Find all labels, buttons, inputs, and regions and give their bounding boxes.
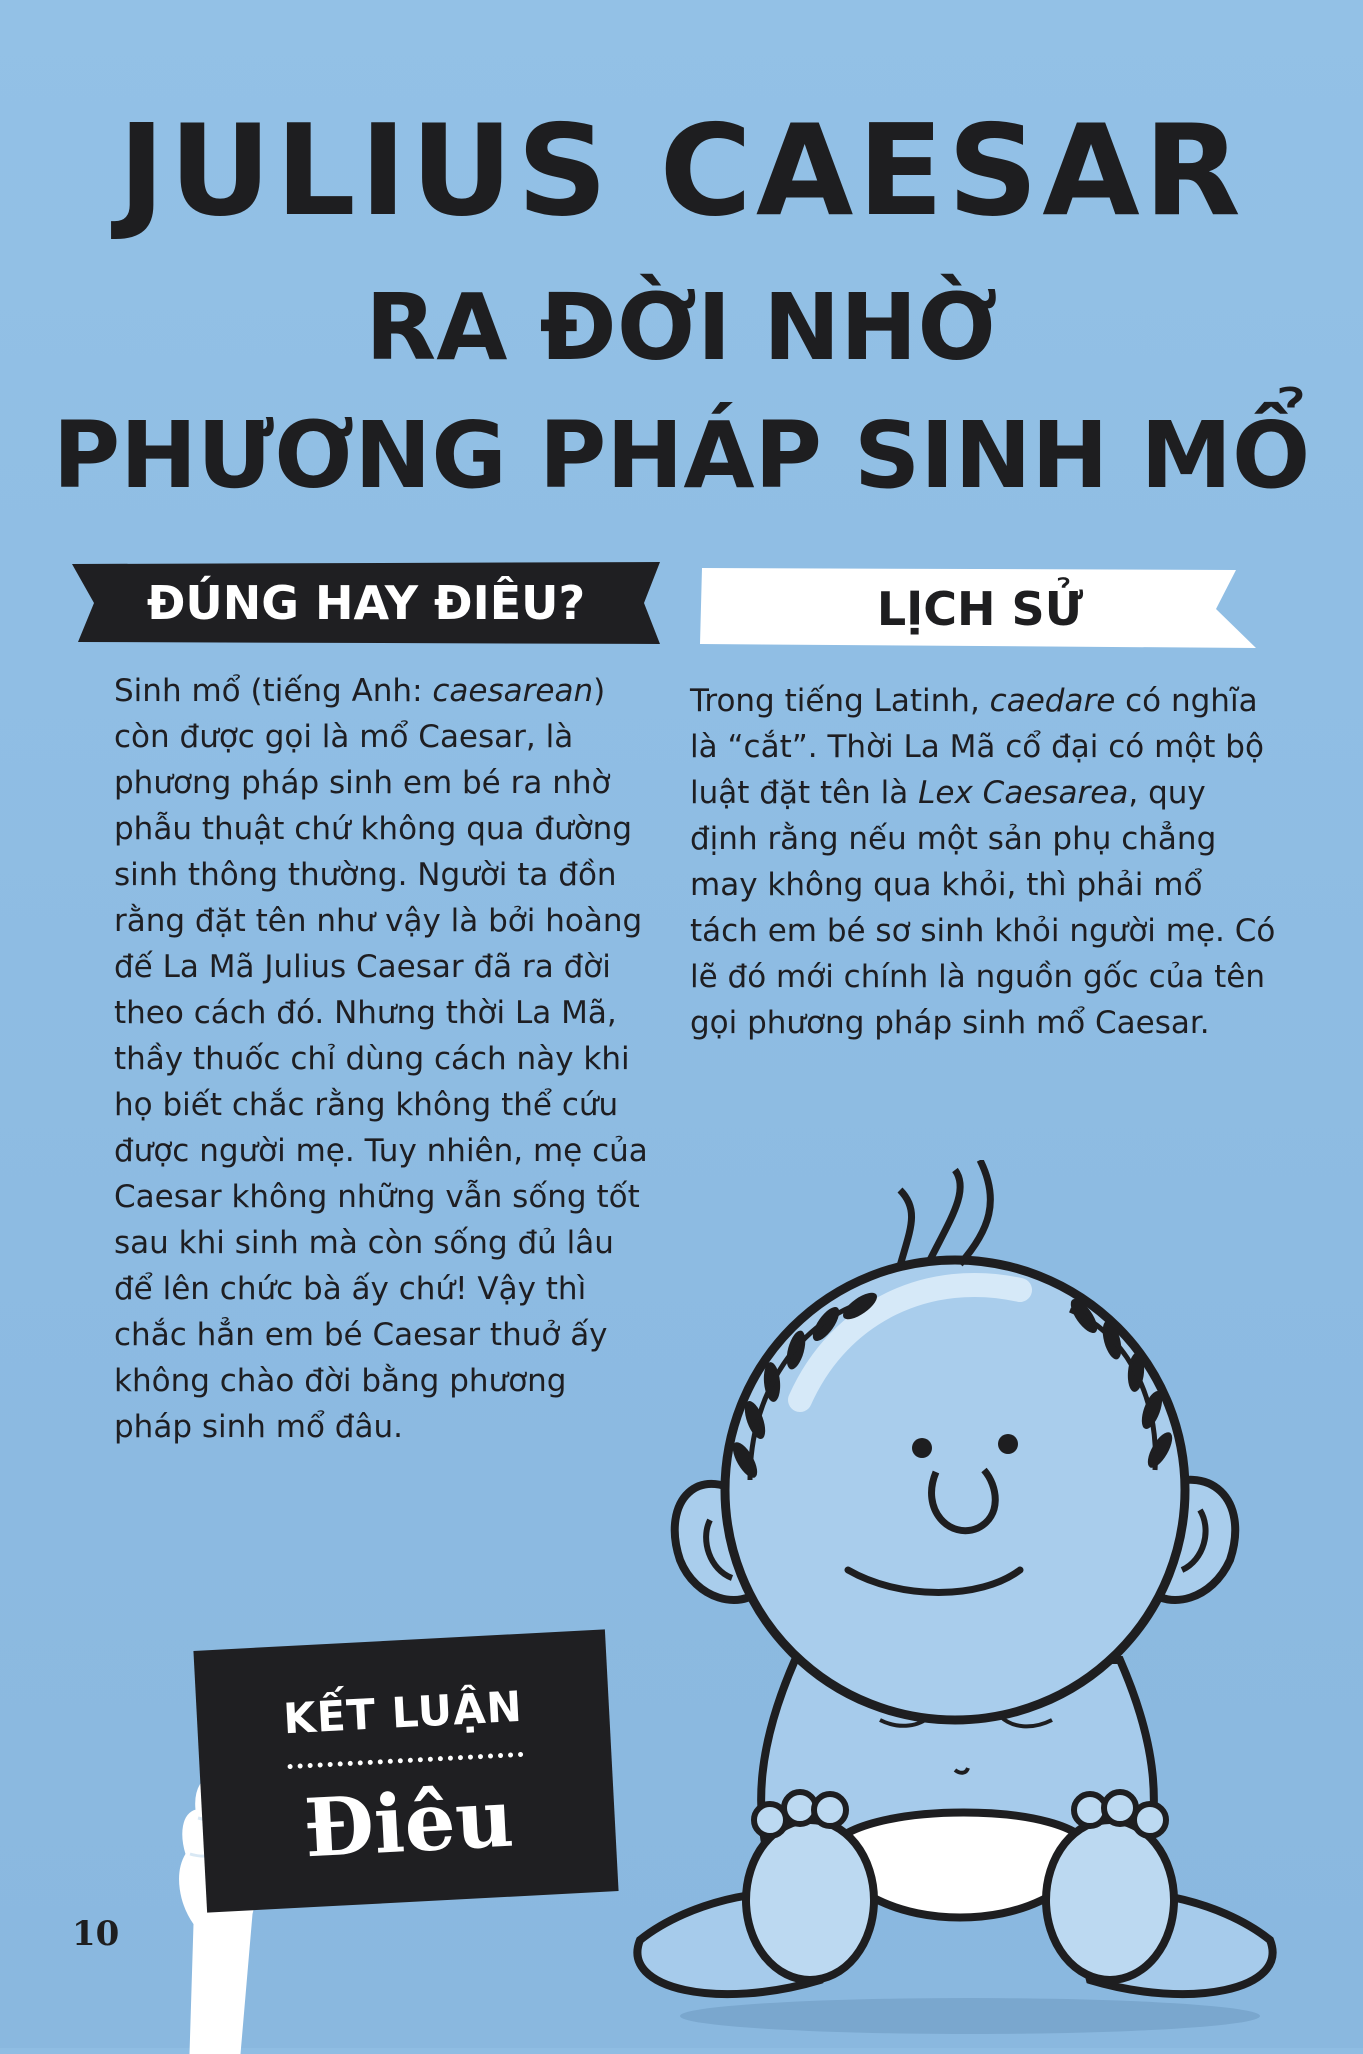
right-text-start: Trong tiếng Latinh,	[690, 683, 990, 719]
title-line-1: JULIUS CAESAR	[118, 97, 1245, 244]
verdict-label: KẾT LUẬN	[282, 1681, 524, 1744]
right-text-middle: có nghĩa là “cắt”. Thời La Mã cổ đại có một bộ luật đặt tên là	[690, 683, 1264, 811]
baby-caesar-illustration	[600, 1160, 1300, 2040]
left-text-body: ) còn được gọi là mổ Caesar, là phương pháp sinh em bé ra nhờ phẫu thuật chứ không qua đường sinh thông thường. Người ta đồn rằng đặt tên như vậy là bởi hoàng đế La Mã Julius Caesar đã ra đời theo cách đó. Nhưng thời La Mã, thầy thuốc chỉ dùng cách này khi họ biết chắc rằng không thể cứu được người mẹ. Tuy nhiên, mẹ của Caesar không những vẫn sống tốt sau khi sinh mà còn sống đủ lâu để lên chức bà ấy chứ! Vậy thì chắc hẳn em bé Caesar thuở ấy không chào đời bằng phương pháp sinh mổ đâu.	[114, 673, 648, 1445]
banner-history-label: LỊCH SỬ	[876, 582, 1084, 636]
left-text-start: Sinh mổ (tiếng Anh:	[114, 673, 433, 709]
left-column-text	[114, 668, 654, 1450]
right-text-end: , quy định rằng nếu một sản phụ chẳng may không qua khỏi, thì phải mổ tách em bé sơ sinh khỏi người mẹ. Có lẽ đó mới chính là nguồn gốc của tên gọi phương pháp sinh mổ Caesar.	[690, 775, 1276, 1041]
verdict-sign	[193, 1629, 618, 1912]
title-line-2: RA ĐỜI NHỜ	[365, 274, 998, 381]
right-text-italic-lex: Lex Caesarea	[918, 775, 1129, 811]
left-text-italic-term: caesarean	[432, 673, 594, 709]
verdict-value: Điêu	[301, 1770, 516, 1876]
banner-true-or-false-label: ĐÚNG HAY ĐIÊU?	[146, 576, 586, 630]
banner-history	[700, 568, 1260, 650]
right-text-italic-caedare: caedare	[989, 683, 1116, 719]
page-number: 10	[72, 1914, 120, 1954]
verdict-divider	[287, 1752, 523, 1769]
banner-true-or-false	[72, 562, 660, 644]
right-column-text	[690, 678, 1280, 1046]
title-line-3: PHƯƠNG PHÁP SINH MỔ	[52, 402, 1311, 509]
